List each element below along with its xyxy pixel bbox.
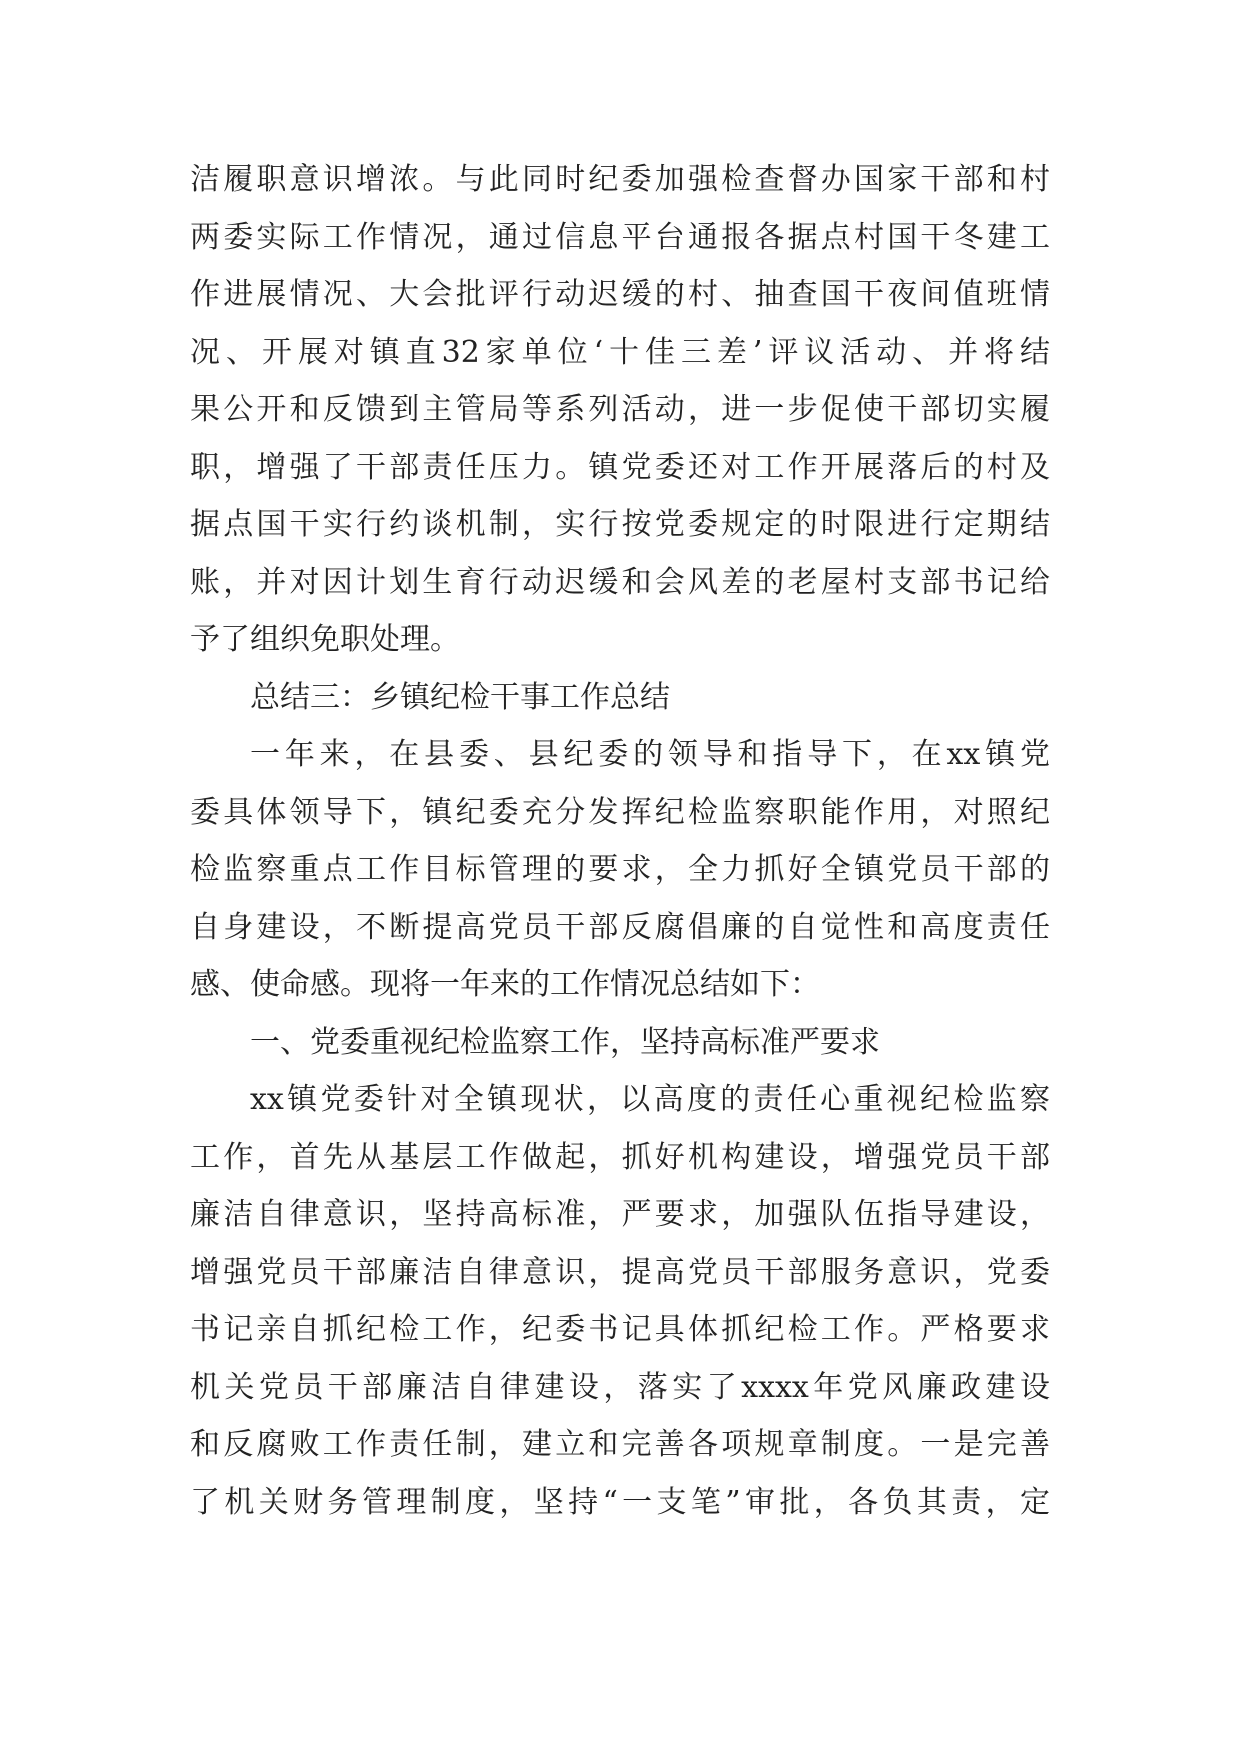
text-line: 果公开和反馈到主管局等系列活动，进一步促使干部切实履: [190, 392, 1050, 427]
section-heading: 总结三：乡镇纪检干事工作总结: [250, 679, 670, 715]
text-line: 职，增强了干部责任压力。镇党委还对工作开展落后的村及: [190, 449, 1050, 485]
text-line: 两委实际工作情况，通过信息平台通报各据点村国干冬建工: [190, 219, 1050, 255]
text-line: 感、使命感。现将一年来的工作情况总结如下：: [190, 967, 820, 1002]
text-line: 和反腐败工作责任制，建立和完善各项规章制度。一是完善: [190, 1427, 1050, 1462]
text-line: 洁履职意识增浓。与此同时纪委加强检查督办国家干部和村: [190, 162, 1050, 197]
text-line: 机关党员干部廉洁自律建设，落实了xxxx年党风廉政建设: [190, 1369, 1050, 1405]
text-line: 自身建设，不断提高党员干部反腐倡廉的自觉性和高度责任: [190, 909, 1050, 945]
text-line: 一年来，在县委、县纪委的领导和指导下，在xx镇党: [250, 737, 1050, 772]
text-line: 委具体领导下，镇纪委充分发挥纪检监察职能作用，对照纪: [190, 794, 1050, 830]
text-line: xx镇党委针对全镇现状，以高度的责任心重视纪检监察: [250, 1082, 1050, 1117]
text-line: 作进展情况、大会批评行动迟缓的村、抽查国干夜间值班情: [190, 277, 1050, 312]
text-line: 账，并对因计划生育行动迟缓和会风差的老屋村支部书记给: [190, 564, 1050, 600]
text-line: 增强党员干部廉洁自律意识，提高党员干部服务意识，党委: [190, 1254, 1050, 1290]
text-line: 廉洁自律意识，坚持高标准，严要求，加强队伍指导建设，: [190, 1197, 1050, 1232]
document-body: [190, 151, 1050, 1531]
subsection-heading: 一、党委重视纪检监察工作，坚持高标准严要求: [250, 1024, 880, 1060]
text-line: 检监察重点工作目标管理的要求，全力抓好全镇党员干部的: [190, 852, 1050, 887]
text-line: 书记亲自抓纪检工作，纪委书记具体抓纪检工作。严格要求: [190, 1312, 1050, 1347]
text-line: 工作，首先从基层工作做起，抓好机构建设，增强党员干部: [190, 1139, 1050, 1175]
text-line: 了机关财务管理制度，坚持“一支笔”审批，各负其责，定: [190, 1484, 1050, 1520]
text-line: 予了组织免职处理。: [190, 622, 460, 657]
text-line: 据点国干实行约谈机制，实行按党委规定的时限进行定期结: [190, 507, 1050, 542]
text-line: 况、开展对镇直32家单位‘十佳三差’评议活动、并将结: [190, 334, 1050, 370]
